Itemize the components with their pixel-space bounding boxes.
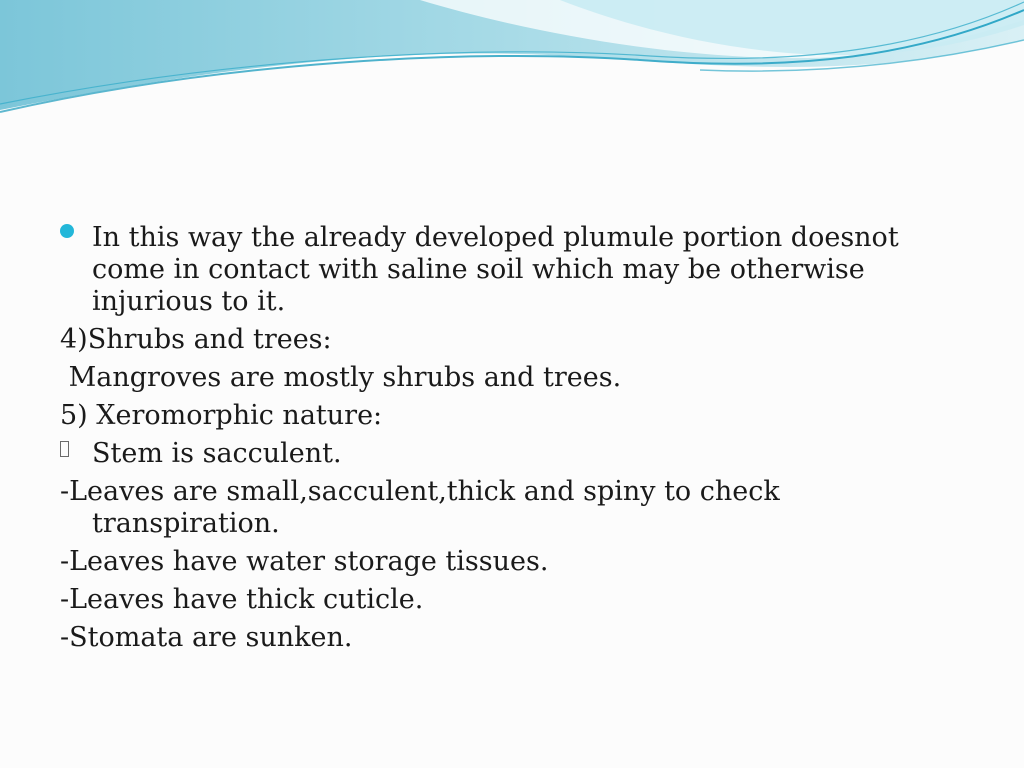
body-line-6: -Leaves are small,sacculent,thick and spiny to check transpiration. [60, 476, 780, 539]
body-line-5-text: Stem is sacculent. [92, 438, 342, 469]
slide-body [60, 222, 960, 654]
dot-icon [60, 224, 74, 238]
body-line-4: 5) Xeromorphic nature: [60, 400, 383, 431]
body-line-9: -Stomata are sunken. [60, 622, 353, 653]
box-icon [60, 441, 69, 457]
body-line-7: -Leaves have water storage tissues. [60, 546, 549, 577]
body-line-3: Mangroves are mostly shrubs and trees. [60, 362, 622, 393]
body-line-1-text: In this way the already developed plumule portion doesnot come in contact with saline soil which may be otherwise injurious to it. [92, 222, 899, 317]
body-line-8: -Leaves have thick cuticle. [60, 584, 424, 615]
body-line-2: 4)Shrubs and trees: [60, 324, 332, 355]
header-wave-decoration [0, 0, 1024, 130]
body-line-1 [60, 222, 960, 318]
body-line-5 [60, 438, 960, 470]
